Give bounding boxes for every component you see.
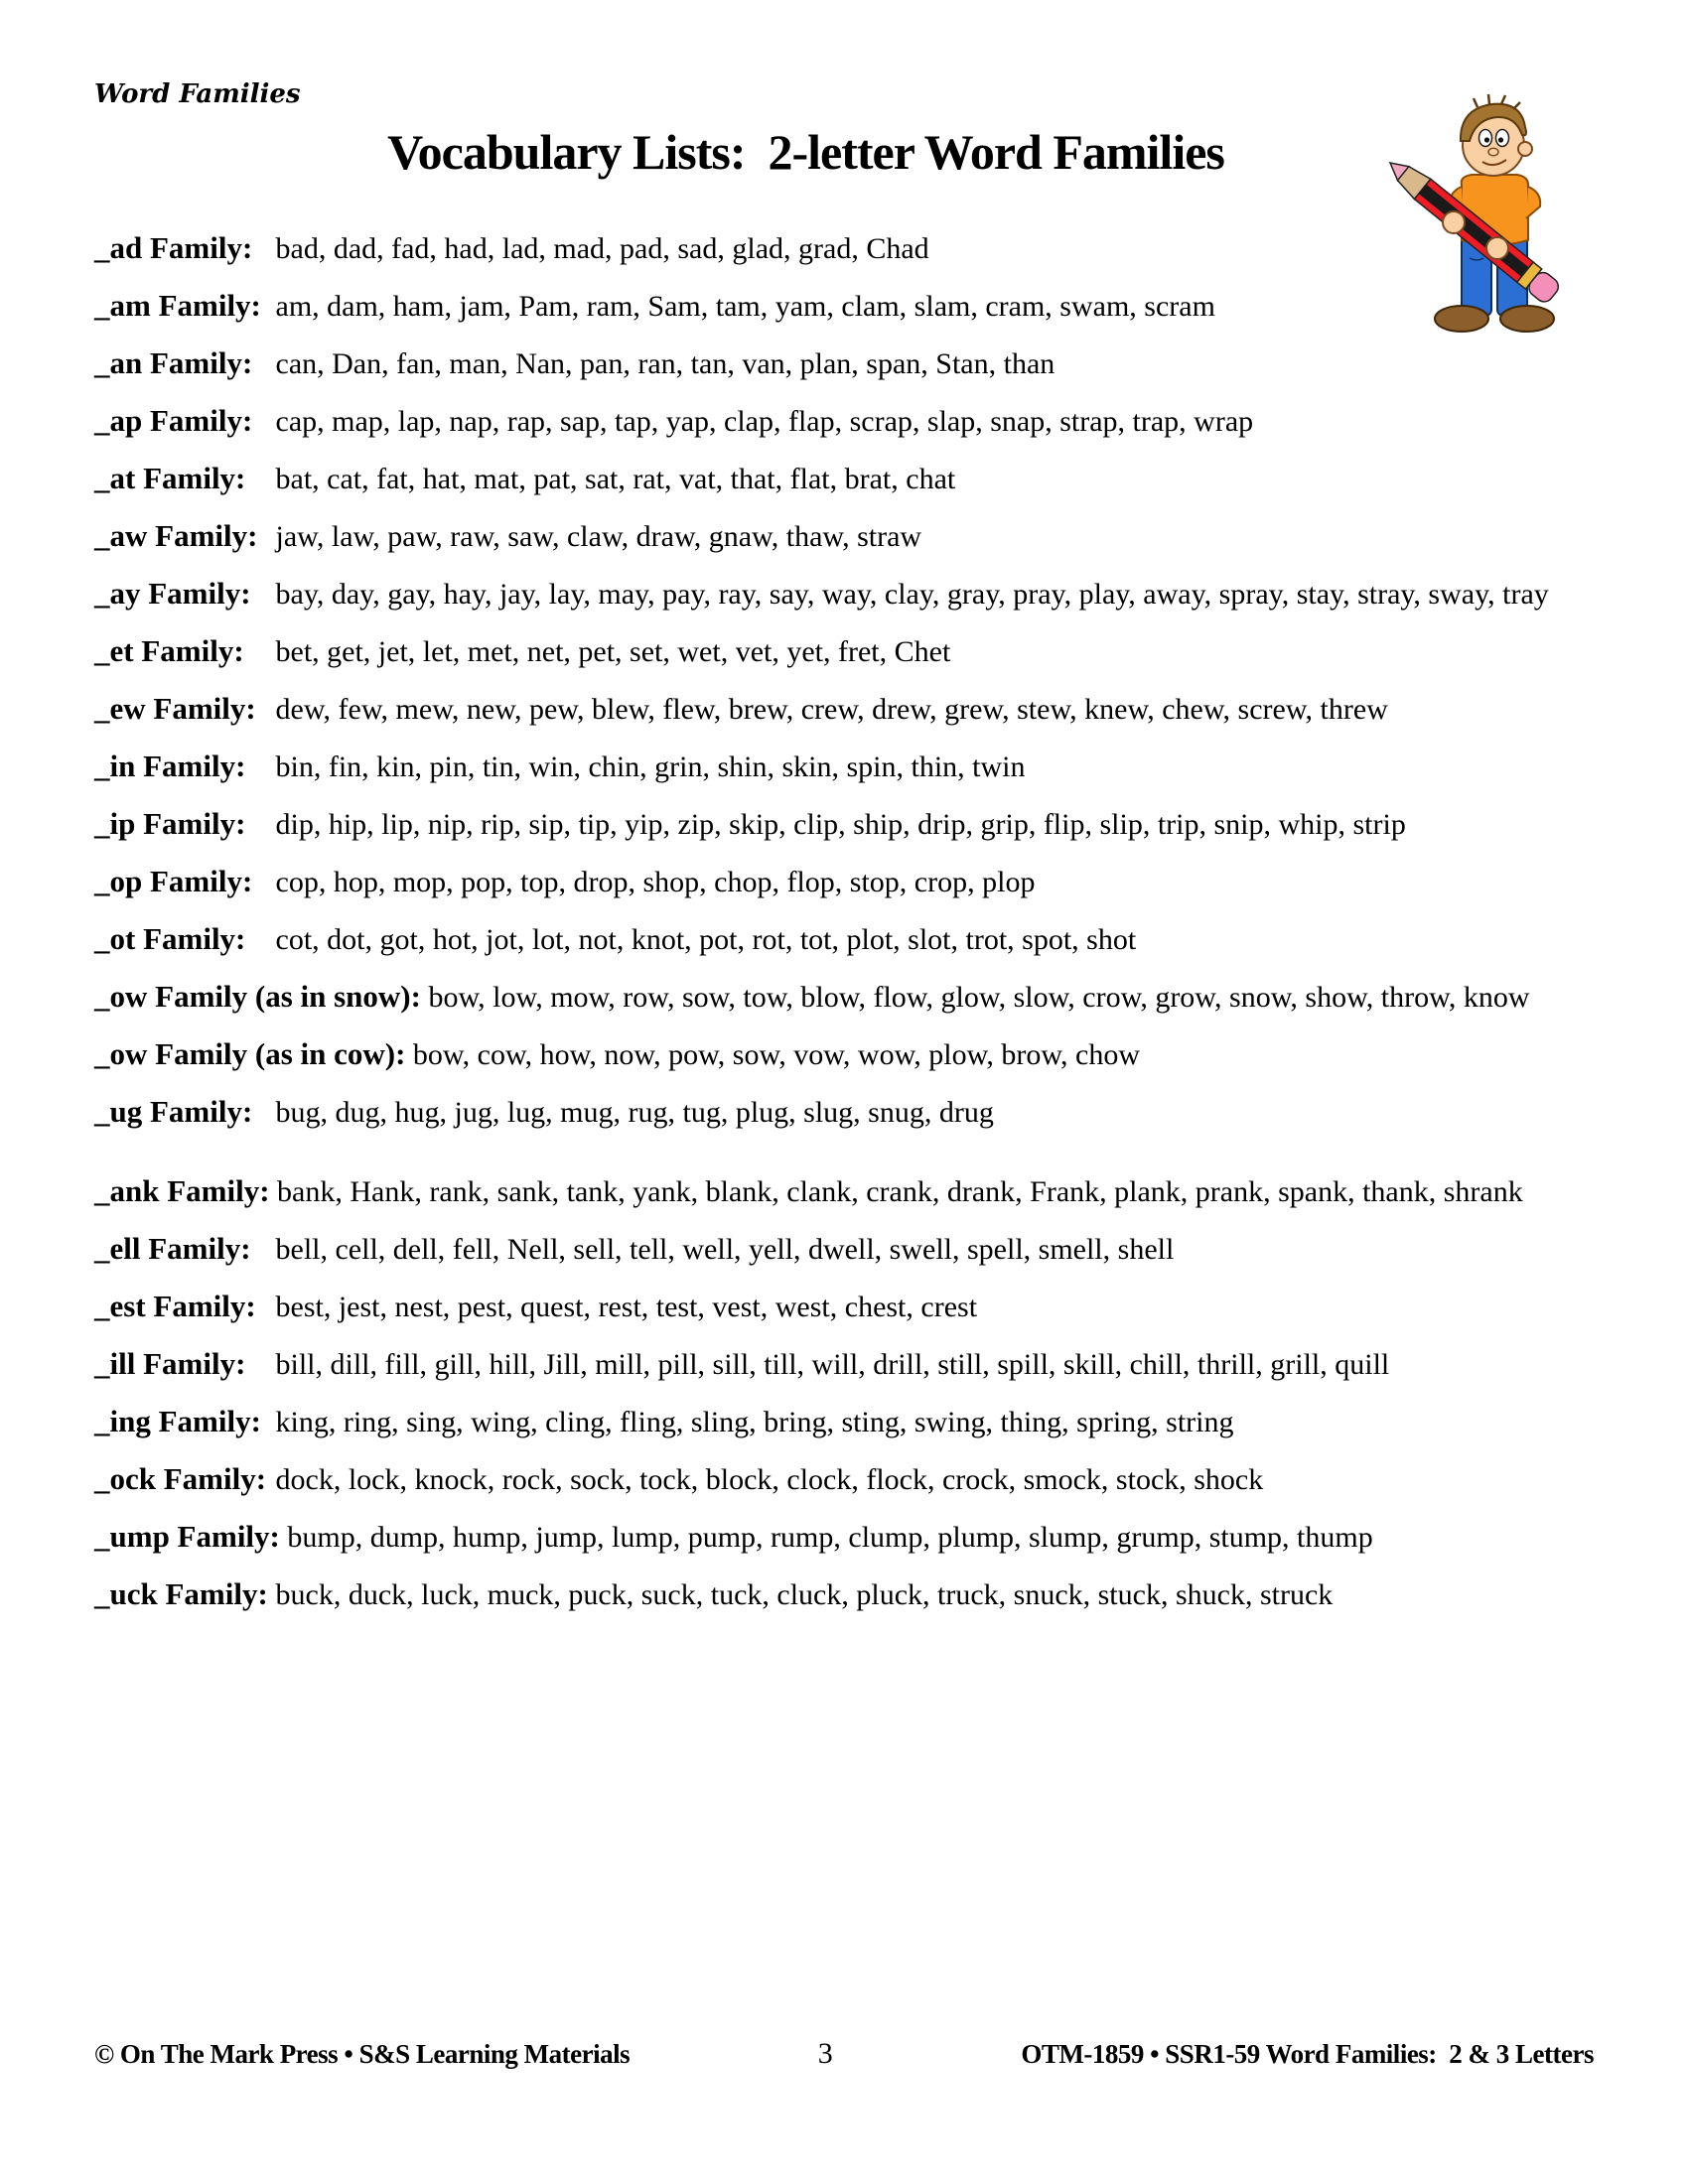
family-words: king, ring, sing, wing, cling, fling, sling, bring, sting, swing, thing, spring, string bbox=[275, 1406, 1234, 1438]
page-header-label: Word Families bbox=[94, 79, 301, 109]
family-label: _ip Family: bbox=[94, 806, 246, 841]
family-row bbox=[94, 516, 1607, 556]
family-words: bat, cat, fat, hat, mat, pat, sat, rat, vat, that, flat, brat, chat bbox=[275, 463, 956, 495]
family-label: _ow Family (as in snow): bbox=[94, 979, 421, 1014]
family-row bbox=[94, 574, 1607, 614]
family-list bbox=[94, 228, 1607, 1614]
family-label: _in Family: bbox=[94, 749, 246, 783]
family-label: _et Family: bbox=[94, 633, 244, 668]
family-row bbox=[94, 1402, 1607, 1441]
family-words: dew, few, mew, new, pew, blew, flew, brew, crew, drew, grew, stew, knew, chew, screw, threw bbox=[275, 693, 1388, 726]
family-row bbox=[94, 747, 1607, 786]
family-label: _ew Family: bbox=[94, 691, 256, 726]
family-row bbox=[94, 631, 1607, 671]
family-words: cot, dot, got, hot, jot, lot, not, knot, pot, rot, tot, plot, slot, trot, spot, shot bbox=[275, 923, 1137, 956]
family-words: bill, dill, fill, gill, hill, Jill, mill, pill, sill, till, will, drill, still, spill, skill, chill, thrill, grill, quill bbox=[275, 1348, 1390, 1381]
family-words: best, jest, nest, pest, quest, rest, test, vest, west, chest, crest bbox=[275, 1291, 978, 1323]
family-row bbox=[94, 286, 1607, 326]
family-row bbox=[94, 1287, 1607, 1326]
page-content bbox=[94, 0, 1607, 1632]
family-label: _aw Family: bbox=[94, 518, 258, 553]
footer-publisher: © On The Mark Press • S&S Learning Materials bbox=[94, 2039, 631, 2069]
boy-shoes bbox=[1435, 306, 1554, 332]
family-row bbox=[94, 343, 1607, 383]
family-label: _an Family: bbox=[94, 345, 253, 380]
family-words: buck, duck, luck, muck, puck, suck, tuck, cluck, pluck, truck, snuck, stuck, shuck, struck bbox=[275, 1578, 1334, 1611]
family-words: bet, get, jet, let, met, net, pet, set, wet, vet, yet, fret, Chet bbox=[275, 635, 951, 668]
family-words: bank, Hank, rank, sank, tank, yank, blank, clank, crank, drank, Frank, plank, prank, spank, thank, shrank bbox=[277, 1175, 1523, 1208]
family-label: _ay Family: bbox=[94, 576, 251, 611]
family-row bbox=[94, 1034, 1607, 1074]
family-words: cap, map, lap, nap, rap, sap, tap, yap, clap, flap, scrap, slap, snap, strap, trap, wrap bbox=[275, 405, 1254, 438]
family-row bbox=[94, 1229, 1607, 1269]
family-row bbox=[94, 228, 1607, 268]
family-label: _uck Family: bbox=[94, 1576, 268, 1611]
family-label: _ock Family: bbox=[94, 1461, 267, 1496]
family-label: _ill Family: bbox=[94, 1346, 246, 1381]
footer-page-number: 3 bbox=[817, 2037, 833, 2070]
family-row bbox=[94, 977, 1607, 1017]
page-footer bbox=[94, 2037, 1594, 2071]
family-words: bug, dug, hug, jug, lug, mug, rug, tug, plug, slug, snug, drug bbox=[275, 1096, 994, 1129]
family-row bbox=[94, 1459, 1607, 1499]
family-words: bow, low, mow, row, sow, tow, blow, flow, glow, slow, crow, grow, snow, show, throw, know bbox=[428, 981, 1530, 1014]
family-row bbox=[94, 1092, 1607, 1132]
family-words: dip, hip, lip, nip, rip, sip, tip, yip, zip, skip, clip, ship, drip, grip, flip, slip, trip, snip, whip, strip bbox=[275, 808, 1406, 841]
family-row bbox=[94, 401, 1607, 441]
family-words: dock, lock, knock, rock, sock, tock, block, clock, flock, crock, smock, stock, shock bbox=[275, 1463, 1264, 1496]
family-row bbox=[94, 804, 1607, 844]
family-label: _ad Family: bbox=[94, 230, 253, 265]
page-title: Vocabulary Lists: 2-letter Word Families bbox=[387, 124, 1224, 180]
family-label: _est Family: bbox=[94, 1289, 256, 1323]
family-label: _ump Family: bbox=[94, 1519, 280, 1554]
family-row bbox=[94, 1171, 1607, 1211]
family-label: _ank Family: bbox=[94, 1173, 270, 1208]
family-words: jaw, law, paw, raw, saw, claw, draw, gnaw, thaw, straw bbox=[275, 520, 922, 553]
family-row bbox=[94, 689, 1607, 729]
family-label: _ot Family: bbox=[94, 921, 246, 956]
family-label: _ow Family (as in cow): bbox=[94, 1036, 406, 1071]
family-words: bell, cell, dell, fell, Nell, sell, tell, well, yell, dwell, swell, spell, smell, shell bbox=[275, 1233, 1175, 1266]
footer-product-code: OTM-1859 • SSR1-59 Word Families: 2 & 3 Letters bbox=[1021, 2039, 1594, 2069]
family-words: bow, cow, how, now, pow, sow, vow, wow, plow, brow, chow bbox=[412, 1038, 1141, 1071]
family-label: _at Family: bbox=[94, 461, 246, 495]
family-row bbox=[94, 862, 1607, 901]
family-row bbox=[94, 1574, 1607, 1614]
family-label: _am Family: bbox=[94, 288, 261, 323]
family-row bbox=[94, 919, 1607, 959]
family-words: bump, dump, hump, jump, lump, pump, rump, clump, plump, slump, grump, stump, thump bbox=[287, 1521, 1373, 1554]
family-label: _ing Family: bbox=[94, 1404, 261, 1438]
boy-with-pencil-illustration bbox=[1382, 89, 1581, 338]
family-words: bin, fin, kin, pin, tin, win, chin, grin, shin, skin, spin, thin, twin bbox=[275, 751, 1026, 783]
family-row bbox=[94, 459, 1607, 498]
family-words: cop, hop, mop, pop, top, drop, shop, chop, flop, stop, crop, plop bbox=[275, 866, 1036, 898]
family-row bbox=[94, 1517, 1607, 1557]
boy-head bbox=[1461, 94, 1532, 176]
family-label: _op Family: bbox=[94, 864, 253, 898]
family-label: _ell Family: bbox=[94, 1231, 251, 1266]
family-label: _ug Family: bbox=[94, 1094, 253, 1129]
family-words: am, dam, ham, jam, Pam, ram, Sam, tam, yam, clam, slam, cram, swam, scram bbox=[275, 290, 1215, 323]
family-row bbox=[94, 1344, 1607, 1384]
family-words: can, Dan, fan, man, Nan, pan, ran, tan, van, plan, span, Stan, than bbox=[275, 347, 1055, 380]
family-words: bay, day, gay, hay, jay, lay, may, pay, ray, say, way, clay, gray, pray, play, away, spray, stay, stray, sway, tray bbox=[275, 578, 1549, 611]
family-words: bad, dad, fad, had, lad, mad, pad, sad, glad, grad, Chad bbox=[275, 232, 929, 265]
family-label: _ap Family: bbox=[94, 403, 253, 438]
